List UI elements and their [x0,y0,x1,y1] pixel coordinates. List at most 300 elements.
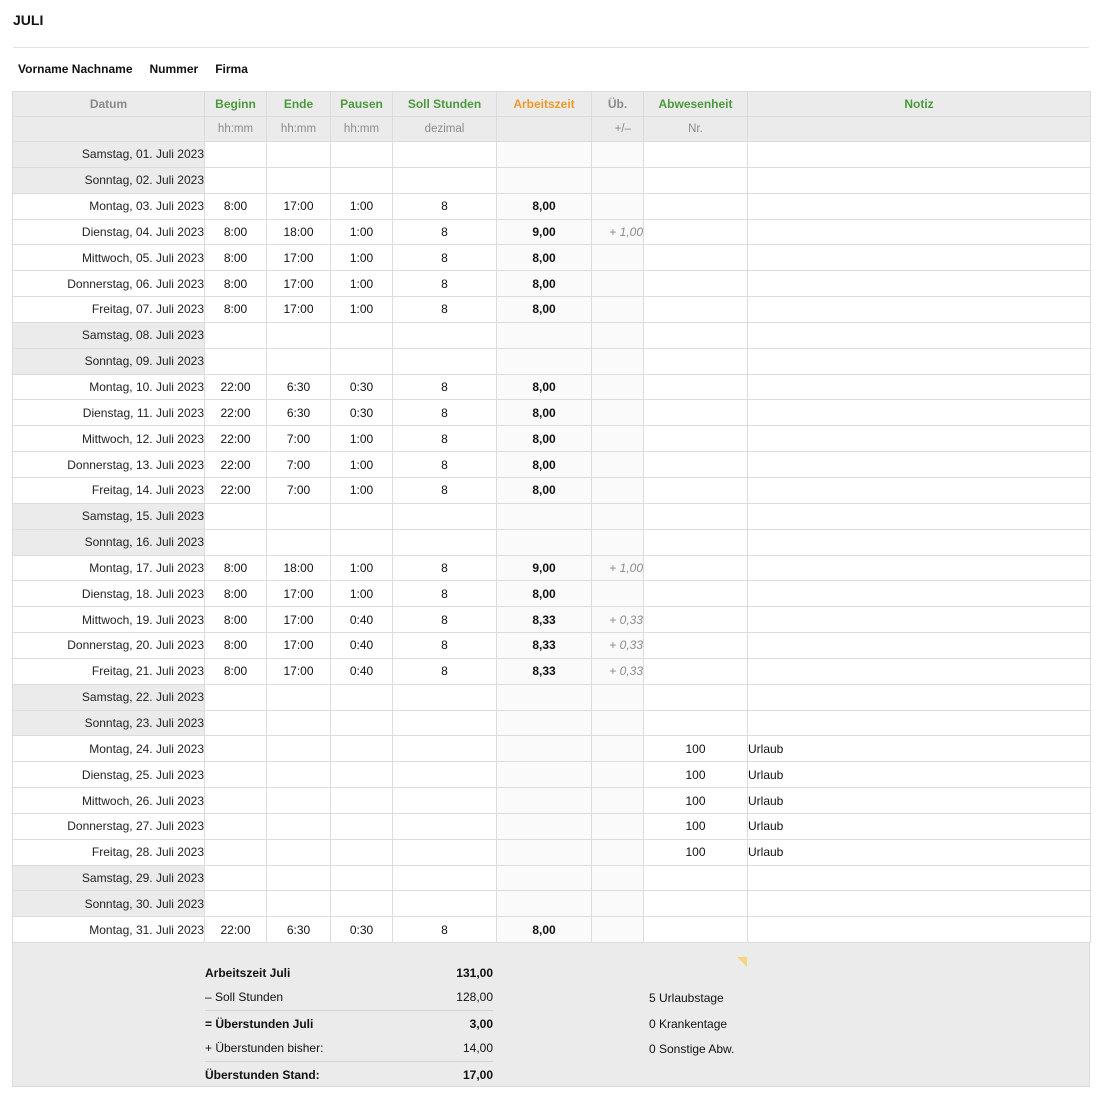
row-pause[interactable]: 0:40 [331,658,393,684]
row-end[interactable] [267,813,331,839]
row-date: Mittwoch, 12. Juli 2023 [13,426,205,452]
row-note[interactable] [748,607,1091,633]
row-end[interactable]: 7:00 [267,426,331,452]
row-note[interactable] [748,710,1091,736]
row-pause[interactable]: 0:40 [331,633,393,659]
row-target[interactable]: 8 [393,633,497,659]
row-date: Donnerstag, 13. Juli 2023 [13,452,205,478]
row-worktime: 8,00 [497,374,592,400]
summary-overtime-month [205,1011,493,1037]
row-note[interactable] [748,477,1091,503]
row-date: Montag, 17. Juli 2023 [13,555,205,581]
row-note[interactable] [748,633,1091,659]
summary-previous-value[interactable]: 14,00 [462,1041,493,1056]
table-row [13,374,1091,400]
row-overtime[interactable] [592,891,644,917]
row-overtime[interactable] [592,426,644,452]
row-worktime: 8,00 [497,245,592,271]
row-target[interactable] [393,762,497,788]
row-date: Samstag, 29. Juli 2023 [13,865,205,891]
row-end[interactable]: 17:00 [267,271,331,297]
row-end[interactable] [267,736,331,762]
row-overtime[interactable] [592,736,644,762]
row-target[interactable] [393,529,497,555]
table-row [13,245,1091,271]
row-end[interactable] [267,788,331,814]
row-begin[interactable] [205,762,267,788]
row-overtime[interactable] [592,710,644,736]
row-pause[interactable] [331,710,393,736]
row-absence[interactable] [644,917,748,943]
row-note[interactable] [748,348,1091,374]
row-begin[interactable]: 22:00 [205,917,267,943]
unit-row [13,117,1091,142]
row-overtime[interactable] [592,142,644,168]
row-end[interactable] [267,684,331,710]
row-begin[interactable] [205,788,267,814]
row-begin[interactable] [205,813,267,839]
row-end[interactable]: 17:00 [267,297,331,323]
row-end[interactable]: 7:00 [267,477,331,503]
row-begin[interactable]: 22:00 [205,374,267,400]
row-overtime[interactable] [592,193,644,219]
row-worktime: 8,33 [497,658,592,684]
summary-sick-days: 0 Krankentage [649,1016,728,1031]
row-pause[interactable] [331,348,393,374]
row-absence[interactable]: 100 [644,788,748,814]
row-begin[interactable]: 8:00 [205,658,267,684]
row-begin[interactable] [205,167,267,193]
row-pause[interactable]: 1:00 [331,219,393,245]
header-date: Datum [13,92,205,117]
row-absence[interactable] [644,607,748,633]
row-target[interactable] [393,788,497,814]
row-note[interactable] [748,426,1091,452]
row-target[interactable] [393,348,497,374]
row-pause[interactable] [331,788,393,814]
row-begin[interactable] [205,865,267,891]
row-begin[interactable] [205,348,267,374]
summary-balance-label: Überstunden Stand: [205,1067,320,1082]
employee-company[interactable]: Firma [215,62,248,76]
row-overtime[interactable] [592,452,644,478]
row-absence[interactable] [644,503,748,529]
unit-worktime [497,117,592,142]
row-begin[interactable]: 8:00 [205,555,267,581]
page-title: JULI [13,12,44,28]
row-date: Freitag, 21. Juli 2023 [13,658,205,684]
row-absence[interactable] [644,891,748,917]
row-note[interactable] [748,891,1091,917]
row-target[interactable] [393,142,497,168]
row-overtime[interactable] [592,374,644,400]
row-date: Montag, 03. Juli 2023 [13,193,205,219]
unit-pause: hh:mm [331,117,393,142]
row-worktime [497,891,592,917]
row-pause[interactable] [331,142,393,168]
timesheet-table [12,91,1091,943]
row-overtime[interactable] [592,581,644,607]
row-begin[interactable]: 8:00 [205,607,267,633]
row-target[interactable] [393,167,497,193]
row-target[interactable] [393,736,497,762]
row-worktime: 8,00 [497,400,592,426]
row-absence[interactable] [644,400,748,426]
row-date: Dienstag, 04. Juli 2023 [13,219,205,245]
row-target[interactable]: 8 [393,452,497,478]
unit-date [13,117,205,142]
row-end[interactable] [267,762,331,788]
row-absence[interactable] [644,348,748,374]
comment-indicator-icon[interactable] [737,957,747,967]
table-row [13,297,1091,323]
row-overtime[interactable]: + 0,33 [592,658,644,684]
header-begin: Beginn [205,92,267,117]
row-overtime[interactable] [592,271,644,297]
summary-target-value: 128,00 [456,990,493,1005]
row-target[interactable] [393,891,497,917]
row-begin[interactable]: 8:00 [205,633,267,659]
row-worktime: 8,00 [497,271,592,297]
row-begin[interactable]: 22:00 [205,477,267,503]
unit-begin: hh:mm [205,117,267,142]
row-target[interactable] [393,839,497,865]
row-begin[interactable]: 8:00 [205,297,267,323]
row-worktime: 8,00 [497,917,592,943]
row-date: Sonntag, 16. Juli 2023 [13,529,205,555]
row-absence[interactable]: 100 [644,813,748,839]
table-row [13,684,1091,710]
summary-balance [205,1062,493,1088]
row-absence[interactable] [644,452,748,478]
row-note[interactable] [748,193,1091,219]
row-end[interactable] [267,710,331,736]
row-absence[interactable] [644,426,748,452]
row-target[interactable] [393,865,497,891]
row-overtime[interactable] [592,477,644,503]
row-end[interactable] [267,839,331,865]
row-begin[interactable] [205,710,267,736]
row-begin[interactable]: 22:00 [205,426,267,452]
row-absence[interactable] [644,633,748,659]
row-absence[interactable]: 100 [644,839,748,865]
row-begin[interactable] [205,503,267,529]
row-overtime[interactable] [592,839,644,865]
row-end[interactable] [267,348,331,374]
table-row [13,762,1091,788]
row-end[interactable]: 7:00 [267,452,331,478]
row-overtime[interactable] [592,503,644,529]
row-pause[interactable] [331,736,393,762]
row-note[interactable] [748,374,1091,400]
row-end[interactable]: 18:00 [267,555,331,581]
row-date: Donnerstag, 20. Juli 2023 [13,633,205,659]
row-pause[interactable]: 1:00 [331,477,393,503]
row-absence[interactable] [644,529,748,555]
row-absence[interactable] [644,219,748,245]
row-overtime[interactable] [592,684,644,710]
row-pause[interactable] [331,891,393,917]
row-overtime[interactable]: + 0,33 [592,633,644,659]
row-end[interactable]: 17:00 [267,245,331,271]
summary-other-absence: 0 Sonstige Abw. [649,1041,735,1056]
row-overtime[interactable] [592,400,644,426]
summary-overtime-label: = Überstunden Juli [205,1016,314,1031]
row-worktime: 8,00 [497,477,592,503]
row-date: Donnerstag, 06. Juli 2023 [13,271,205,297]
row-note[interactable]: Urlaub [748,788,1091,814]
header-pause: Pausen [331,92,393,117]
row-begin[interactable]: 8:00 [205,581,267,607]
row-note[interactable] [748,142,1091,168]
row-overtime[interactable] [592,865,644,891]
row-worktime [497,348,592,374]
unit-target: dezimal [393,117,497,142]
row-absence[interactable] [644,297,748,323]
row-pause[interactable] [331,813,393,839]
row-begin[interactable]: 8:00 [205,245,267,271]
row-end[interactable] [267,167,331,193]
row-pause[interactable] [331,503,393,529]
row-end[interactable] [267,142,331,168]
row-pause[interactable]: 1:00 [331,271,393,297]
row-end[interactable]: 17:00 [267,607,331,633]
row-begin[interactable]: 8:00 [205,219,267,245]
row-worktime [497,839,592,865]
row-target[interactable]: 8 [393,658,497,684]
row-absence[interactable] [644,658,748,684]
header-target-hours: Soll Stunden [393,92,497,117]
table-row [13,271,1091,297]
row-pause[interactable] [331,865,393,891]
row-target[interactable]: 8 [393,193,497,219]
row-note[interactable] [748,684,1091,710]
row-target[interactable]: 8 [393,271,497,297]
row-note[interactable] [748,452,1091,478]
row-begin[interactable] [205,839,267,865]
row-end[interactable] [267,891,331,917]
row-end[interactable]: 6:30 [267,374,331,400]
row-begin[interactable] [205,529,267,555]
row-pause[interactable]: 1:00 [331,193,393,219]
row-note[interactable] [748,400,1091,426]
row-worktime [497,529,592,555]
row-date: Freitag, 28. Juli 2023 [13,839,205,865]
table-row [13,426,1091,452]
row-end[interactable] [267,503,331,529]
row-worktime [497,684,592,710]
row-pause[interactable]: 1:00 [331,452,393,478]
row-target[interactable]: 8 [393,219,497,245]
table-row [13,322,1091,348]
row-end[interactable]: 6:30 [267,400,331,426]
table-row [13,710,1091,736]
header-overtime: Üb. [592,92,644,117]
row-end[interactable] [267,865,331,891]
row-end[interactable]: 17:00 [267,581,331,607]
row-target[interactable] [393,322,497,348]
row-absence[interactable] [644,581,748,607]
row-worktime: 8,00 [497,297,592,323]
row-pause[interactable]: 0:40 [331,607,393,633]
row-overtime[interactable] [592,167,644,193]
row-overtime[interactable] [592,762,644,788]
row-target[interactable]: 8 [393,477,497,503]
row-target[interactable]: 8 [393,555,497,581]
row-note[interactable] [748,322,1091,348]
row-begin[interactable]: 8:00 [205,193,267,219]
row-date: Sonntag, 23. Juli 2023 [13,710,205,736]
row-pause[interactable] [331,167,393,193]
row-absence[interactable]: 100 [644,762,748,788]
row-date: Dienstag, 11. Juli 2023 [13,400,205,426]
row-absence[interactable] [644,477,748,503]
row-note[interactable] [748,865,1091,891]
row-pause[interactable]: 0:30 [331,374,393,400]
row-pause[interactable]: 0:30 [331,400,393,426]
row-pause[interactable]: 0:30 [331,917,393,943]
row-end[interactable]: 17:00 [267,633,331,659]
row-overtime[interactable] [592,322,644,348]
summary-previous-label: + Überstunden bisher: [205,1041,324,1056]
row-date: Samstag, 08. Juli 2023 [13,322,205,348]
row-end[interactable] [267,529,331,555]
row-absence[interactable] [644,322,748,348]
header-note: Notiz [748,92,1091,117]
row-begin[interactable] [205,736,267,762]
table-row [13,555,1091,581]
row-note[interactable] [748,917,1091,943]
table-row [13,142,1091,168]
unit-end: hh:mm [267,117,331,142]
row-note[interactable] [748,245,1091,271]
employee-info [18,62,265,76]
row-end[interactable]: 6:30 [267,917,331,943]
table-row [13,581,1091,607]
row-note[interactable] [748,503,1091,529]
row-date: Dienstag, 18. Juli 2023 [13,581,205,607]
row-absence[interactable]: 100 [644,736,748,762]
row-overtime[interactable]: + 1,00 [592,219,644,245]
row-note[interactable] [748,271,1091,297]
row-pause[interactable] [331,839,393,865]
table-row [13,633,1091,659]
row-date: Mittwoch, 05. Juli 2023 [13,245,205,271]
row-overtime[interactable] [592,245,644,271]
row-target[interactable] [393,813,497,839]
row-end[interactable]: 17:00 [267,193,331,219]
row-overtime[interactable] [592,917,644,943]
row-pause[interactable] [331,684,393,710]
row-pause[interactable]: 1:00 [331,245,393,271]
row-begin[interactable]: 22:00 [205,452,267,478]
row-target[interactable]: 8 [393,400,497,426]
row-begin[interactable] [205,684,267,710]
row-pause[interactable] [331,322,393,348]
row-target[interactable]: 8 [393,607,497,633]
row-absence[interactable] [644,374,748,400]
row-overtime[interactable] [592,813,644,839]
row-note[interactable]: Urlaub [748,839,1091,865]
row-pause[interactable] [331,762,393,788]
row-absence[interactable] [644,555,748,581]
row-overtime[interactable] [592,348,644,374]
row-begin[interactable]: 22:00 [205,400,267,426]
row-overtime[interactable]: + 1,00 [592,555,644,581]
row-target[interactable]: 8 [393,297,497,323]
row-overtime[interactable] [592,297,644,323]
row-overtime[interactable] [592,529,644,555]
row-target[interactable]: 8 [393,374,497,400]
row-pause[interactable] [331,529,393,555]
row-target[interactable] [393,684,497,710]
row-date: Montag, 24. Juli 2023 [13,736,205,762]
row-note[interactable] [748,219,1091,245]
row-worktime [497,865,592,891]
row-absence[interactable] [644,193,748,219]
row-absence[interactable] [644,245,748,271]
employee-name[interactable]: Vorname Nachname [18,62,133,76]
row-note[interactable]: Urlaub [748,813,1091,839]
row-worktime [497,710,592,736]
row-absence[interactable] [644,167,748,193]
row-absence[interactable] [644,142,748,168]
row-pause[interactable]: 1:00 [331,581,393,607]
row-note[interactable] [748,529,1091,555]
row-absence[interactable] [644,684,748,710]
table-row [13,891,1091,917]
table-row [13,813,1091,839]
row-target[interactable]: 8 [393,917,497,943]
row-target[interactable]: 8 [393,426,497,452]
row-absence[interactable] [644,710,748,736]
row-absence[interactable] [644,865,748,891]
row-pause[interactable]: 1:00 [331,426,393,452]
row-target[interactable] [393,710,497,736]
title-divider [13,47,1089,48]
row-begin[interactable] [205,142,267,168]
table-row [13,658,1091,684]
row-overtime[interactable]: + 0,33 [592,607,644,633]
row-pause[interactable]: 1:00 [331,297,393,323]
row-target[interactable]: 8 [393,245,497,271]
row-note[interactable]: Urlaub [748,762,1091,788]
row-note[interactable] [748,297,1091,323]
row-begin[interactable]: 8:00 [205,271,267,297]
row-note[interactable] [748,555,1091,581]
row-note[interactable]: Urlaub [748,736,1091,762]
row-note[interactable] [748,581,1091,607]
row-absence[interactable] [644,271,748,297]
row-end[interactable]: 17:00 [267,658,331,684]
row-date: Freitag, 07. Juli 2023 [13,297,205,323]
row-note[interactable] [748,658,1091,684]
row-end[interactable]: 18:00 [267,219,331,245]
row-begin[interactable] [205,322,267,348]
row-begin[interactable] [205,891,267,917]
row-worktime [497,167,592,193]
row-worktime [497,788,592,814]
row-target[interactable] [393,503,497,529]
row-date: Samstag, 01. Juli 2023 [13,142,205,168]
row-note[interactable] [748,167,1091,193]
row-worktime [497,322,592,348]
row-pause[interactable]: 1:00 [331,555,393,581]
row-end[interactable] [267,322,331,348]
employee-number[interactable]: Nummer [149,62,199,76]
row-overtime[interactable] [592,788,644,814]
row-target[interactable]: 8 [393,581,497,607]
